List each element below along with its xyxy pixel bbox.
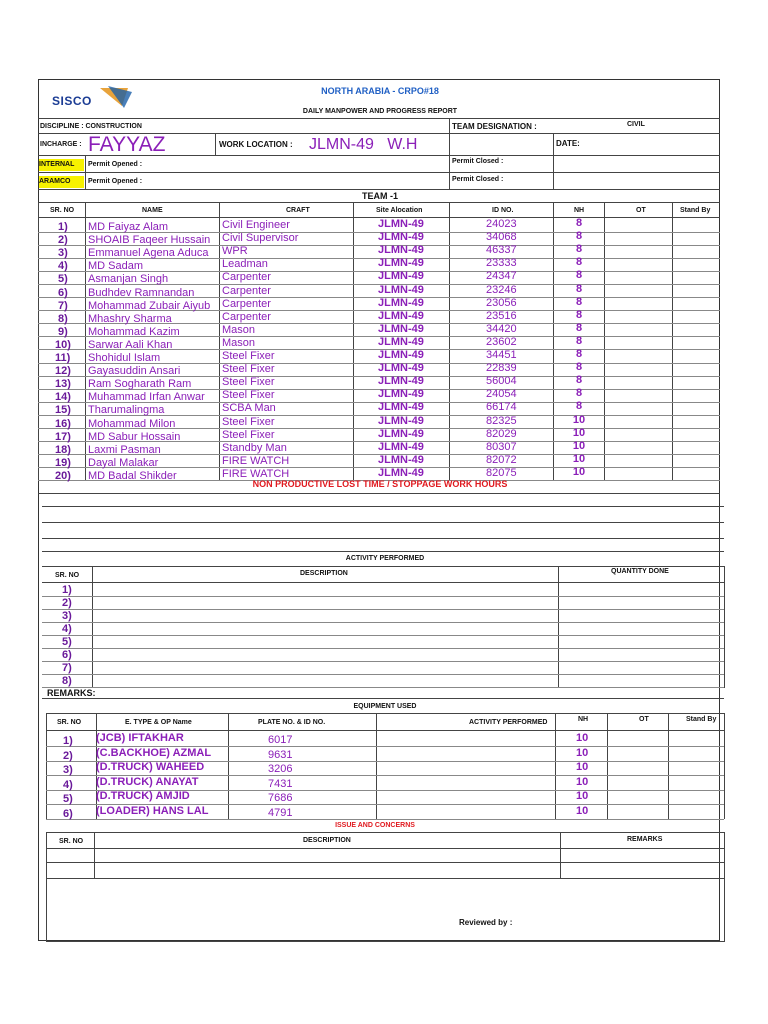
activity-row-line [42,648,724,649]
team-row-craft: Steel Fixer [222,350,275,362]
team-row-craft: WPR [222,245,248,258]
team-row-id: 24347 [486,270,517,283]
team-row-site: JLMN-49 [378,335,424,348]
team-row-nh: 10 [572,465,586,478]
activity-row-line [42,596,724,597]
team-row-nh: 10 [572,413,586,426]
team-row-id: 22839 [486,362,517,375]
activity-row-srno: 3) [62,610,72,622]
equipment-row-nh: 10 [576,775,589,788]
team-row-site: JLMN-49 [378,427,424,440]
issues-header-description: DESCRIPTION [303,837,351,844]
team-row-site: JLMN-49 [378,401,424,414]
team-row-craft: Carpenter [222,310,271,323]
equipment-row-srno: 2) [63,749,73,762]
team-row-id: 46337 [486,244,517,257]
team-row-site: JLMN-49 [378,414,424,427]
team-row-nh: 10 [572,452,586,465]
team-row-id: 56004 [486,375,517,388]
team-row-srno: 10) [55,338,71,351]
equipment-row-plate: 7431 [268,777,293,790]
team-row-id: 82072 [486,453,517,466]
reviewed-by-label: Reviewed by : [459,918,513,927]
equipment-header-cell: SR. NO [57,719,82,726]
team-row-name: Asmanjan Singh [88,273,169,286]
team-row-craft: Steel Fixer [222,363,275,376]
team-row-name: MD Badal Shikder [88,469,177,482]
team-row-nh: 8 [575,282,583,295]
equipment-row-plate: 6017 [268,734,293,746]
team-designation-label: TEAM DESIGNATION : [452,122,537,131]
team-row-name: Mohammad Milon [88,417,176,430]
equipment-row-nh: 10 [576,761,589,773]
equipment-row-plate: 3206 [268,763,293,775]
team-row-nh: 8 [575,217,583,229]
team-row-id: 23516 [486,309,517,322]
team-row-craft: Mason [222,323,256,336]
team-row-nh: 8 [575,269,583,282]
equipment-row-type: (LOADER) HANS LAL [96,804,209,817]
report-subtitle: DAILY MANPOWER AND PROGRESS REPORT [302,108,458,115]
team-row-nh: 8 [575,361,583,374]
equipment-row-srno: 4) [63,778,73,791]
team-row-craft: FIRE WATCH [222,454,290,467]
equipment-title: EQUIPMENT USED [353,703,417,710]
equipment-row-nh: 10 [576,746,589,759]
date-label: DATE: [556,139,580,148]
team-row-srno: 20) [55,469,71,482]
equipment-row-nh: 10 [576,790,589,802]
team-row-id: 23602 [486,335,517,348]
equipment-col-line [724,713,725,819]
work-location-label: WORK LOCATION : [219,140,293,149]
team-row-srno: 8) [58,312,68,325]
team-row-id: 66174 [486,401,517,414]
team-row-site: JLMN-49 [378,349,424,361]
team-row-name: Sarwar Aali Khan [88,338,173,351]
team-row-craft: Carpenter [222,271,271,284]
equipment-row-plate: 7686 [268,792,293,804]
team-header-cell: SR. NO [50,207,75,214]
team-row-srno: 3) [58,247,68,260]
discipline-label: DISCIPLINE : CONSTRUCTION [40,123,142,130]
team-row-name: MD Faiyaz Alam [88,221,169,233]
team-row-nh: 8 [575,400,583,413]
team-row-name: Mohammad Zubair Aiyub [88,299,211,312]
equipment-header-cell: OT [639,716,649,723]
team-row-craft: FIRE WATCH [222,467,290,480]
team-row-srno: 7) [58,299,68,312]
team-designation-value: CIVIL [627,121,645,128]
team-row-craft: Leadman [222,258,268,271]
permit-opened-aramco: Permit Opened : [88,178,143,185]
activity-row-line [42,674,724,675]
work-location-value: JLMN-49 W.H [309,136,418,153]
team-row-nh: 10 [572,426,586,439]
team-row-id: 24054 [486,388,517,401]
company-logo [50,84,134,112]
team-header-cell: Site Alocation [376,207,423,214]
team-row-site: JLMN-49 [378,244,424,257]
team-row-nh: 8 [575,348,583,360]
team-row-craft: Carpenter [222,297,271,310]
team-row-site: JLMN-49 [378,322,424,335]
team-row-name: Mhashry Sharma [88,312,172,325]
team-row-nh: 8 [575,334,583,347]
team-row-srno: 6) [58,286,68,299]
team-row-id: 82075 [486,466,517,479]
team-row-id: 34068 [486,231,517,244]
team-row-id: 82029 [486,427,517,440]
team-title: TEAM -1 [362,191,398,201]
activity-row-line [42,635,724,636]
team-row-name: MD Sabur Hossain [88,430,181,443]
team-row-id: 34420 [486,322,517,335]
team-row-name: Dayal Malakar [88,456,159,469]
team-row-srno: 11) [55,352,71,364]
team-row-site: JLMN-49 [378,375,424,388]
team-row-nh: 8 [575,295,583,308]
equipment-row-type: (JCB) IFTAKHAR [96,732,184,744]
activity-row-srno: 2) [62,597,72,609]
equipment-row-type: (D.TRUCK) AMJID [96,790,190,802]
team-row-site: JLMN-49 [378,388,424,401]
equipment-row-line [46,819,724,820]
team-row-name: Gayasuddin Ansari [88,365,181,378]
report-title: NORTH ARABIA - CRPO#18 [321,86,439,96]
activity-row-srno: 5) [62,636,72,648]
logo-text: SISCO [52,94,92,108]
team-row-name: Laxmi Pasman [88,443,161,456]
activity-title: ACTIVITY PERFORMED [345,555,425,562]
team-row-site: JLMN-49 [378,440,424,453]
team-row-name: Ram Sogharath Ram [88,378,192,391]
team-row-id: 80307 [486,440,517,453]
team-row-nh: 8 [575,308,583,321]
equipment-header-cell: PLATE NO. & ID NO. [258,719,326,726]
team-header-cell: Stand By [680,207,711,214]
team-row-nh: 8 [575,374,583,387]
team-row-craft: Steel Fixer [222,428,275,441]
team-row-craft: Standby Man [222,441,287,454]
activity-row-srno: 8) [62,675,72,687]
team-row-id: 34451 [486,349,517,361]
team-row-id: 23246 [486,283,517,296]
team-row-site: JLMN-49 [378,309,424,322]
team-row-name: Emmanuel Agena Aduca [88,247,209,260]
team-header-cell: ID NO. [492,207,514,214]
team-row-srno: 14) [55,391,71,404]
team-row-site: JLMN-49 [378,466,424,479]
team-row-id: 82325 [486,414,517,427]
activity-header-srno: SR. NO [55,572,80,579]
team-row-id: 23056 [486,296,517,309]
team-row-site: JLMN-49 [378,362,424,375]
team-row-name: MD Sadam [88,260,144,273]
team-header-cell: OT [636,207,646,214]
permit-closed-aramco: Permit Closed : [452,176,504,183]
equipment-row-srno: 3) [63,764,73,776]
team-row-srno: 2) [58,234,68,247]
activity-header-quantity: QUANTITY DONE [611,568,669,575]
team-row-craft: Civil Supervisor [222,232,299,245]
team-row-srno: 17) [55,430,71,443]
team-row-site: JLMN-49 [378,296,424,309]
incharge-value: FAYYAZ [88,133,166,156]
team-header-cell: NH [574,207,585,214]
team-row-nh: 8 [575,256,583,269]
team-row-srno: 9) [58,325,68,338]
equipment-row-nh: 10 [576,732,589,744]
issues-title: ISSUE AND CONCERNS [335,822,415,829]
equipment-header-cell: E. TYPE & OP Name [125,719,192,726]
team-row-srno: 18) [55,443,71,456]
internal-label: INTERNAL [39,159,84,171]
issues-header-remarks: REMARKS [627,836,663,843]
team-row-site: JLMN-49 [378,218,424,230]
team-row-craft: Steel Fixer [222,376,275,389]
team-row-srno: 4) [58,260,68,273]
equipment-row-type: (D.TRUCK) ANAYAT [96,775,199,788]
team-row-nh: 8 [575,230,583,243]
team-row-craft: Mason [222,336,256,349]
team-row-name: Tharumalingma [88,404,165,417]
lost-time-title: NON PRODUCTIVE LOST TIME / STOPPAGE WORK HOURS [252,479,508,489]
team-row-craft: Steel Fixer [222,415,275,428]
team-row-nh: 8 [575,387,583,400]
equipment-row-srno: 5) [63,793,73,805]
activity-row-line [42,687,724,688]
activity-row-srno: 6) [62,649,72,661]
team-row-craft: Carpenter [222,284,271,297]
activity-row-srno: 1) [62,584,72,596]
team-row-name: Muhammad Irfan Anwar [88,391,205,404]
equipment-row-srno: 6) [63,807,73,820]
team-row-id: 24023 [486,218,517,230]
team-row-name: SHOAIB Faqeer Hussain [88,234,211,247]
team-row-site: JLMN-49 [378,453,424,466]
equipment-row-type: (D.TRUCK) WAHEED [96,761,205,773]
team-row-name: Shohidul Islam [88,352,161,364]
activity-row-srno: 4) [62,623,72,635]
team-row-nh: 10 [572,439,586,452]
team-row-site: JLMN-49 [378,231,424,244]
permit-opened-internal: Permit Opened : [88,161,143,168]
equipment-header-cell: NH [578,716,589,723]
team-row-nh: 8 [575,321,583,334]
equipment-row-nh: 10 [576,804,589,817]
team-row-id: 23333 [486,257,517,270]
remarks-label: REMARKS: [47,688,96,698]
permit-closed-internal: Permit Closed : [452,158,504,165]
team-row-srno: 1) [58,221,68,233]
equipment-header-cell: ACTIVITY PERFORMED [469,719,548,726]
team-row-srno: 15) [55,404,71,417]
team-row-srno: 13) [55,378,71,391]
team-row-site: JLMN-49 [378,257,424,270]
equipment-row-plate: 9631 [268,748,293,761]
equipment-row-plate: 4791 [268,806,293,819]
aramco-label: ARAMCO [39,176,84,188]
team-row-site: JLMN-49 [378,283,424,296]
activity-row-line [42,661,724,662]
incharge-label: INCHARGE : [40,141,82,148]
activity-row-line [42,622,724,623]
equipment-header-cell: Stand By [686,716,717,723]
team-row-name: Mohammad Kazim [88,325,180,338]
activity-header-description: DESCRIPTION [300,570,348,577]
team-row-srno: 5) [58,273,68,286]
team-row-craft: Civil Engineer [222,219,290,231]
equipment-row-srno: 1) [63,735,73,747]
team-row-craft: SCBA Man [222,402,276,415]
activity-row-line [42,609,724,610]
team-row-craft: Steel Fixer [222,389,275,402]
team-row-nh: 8 [575,243,583,256]
team-row-srno: 16) [55,417,71,430]
equipment-row-type: (C.BACKHOE) AZMAL [96,746,212,759]
issues-header-srno: SR. NO [59,838,84,845]
team-row-site: JLMN-49 [378,270,424,283]
team-header-cell: CRAFT [286,207,310,214]
team-row-srno: 19) [55,456,71,469]
team-row-name: Budhdev Ramnandan [88,286,195,299]
team-row-srno: 12) [55,365,71,378]
activity-row-srno: 7) [62,662,72,674]
team-header-cell: NAME [142,207,163,214]
